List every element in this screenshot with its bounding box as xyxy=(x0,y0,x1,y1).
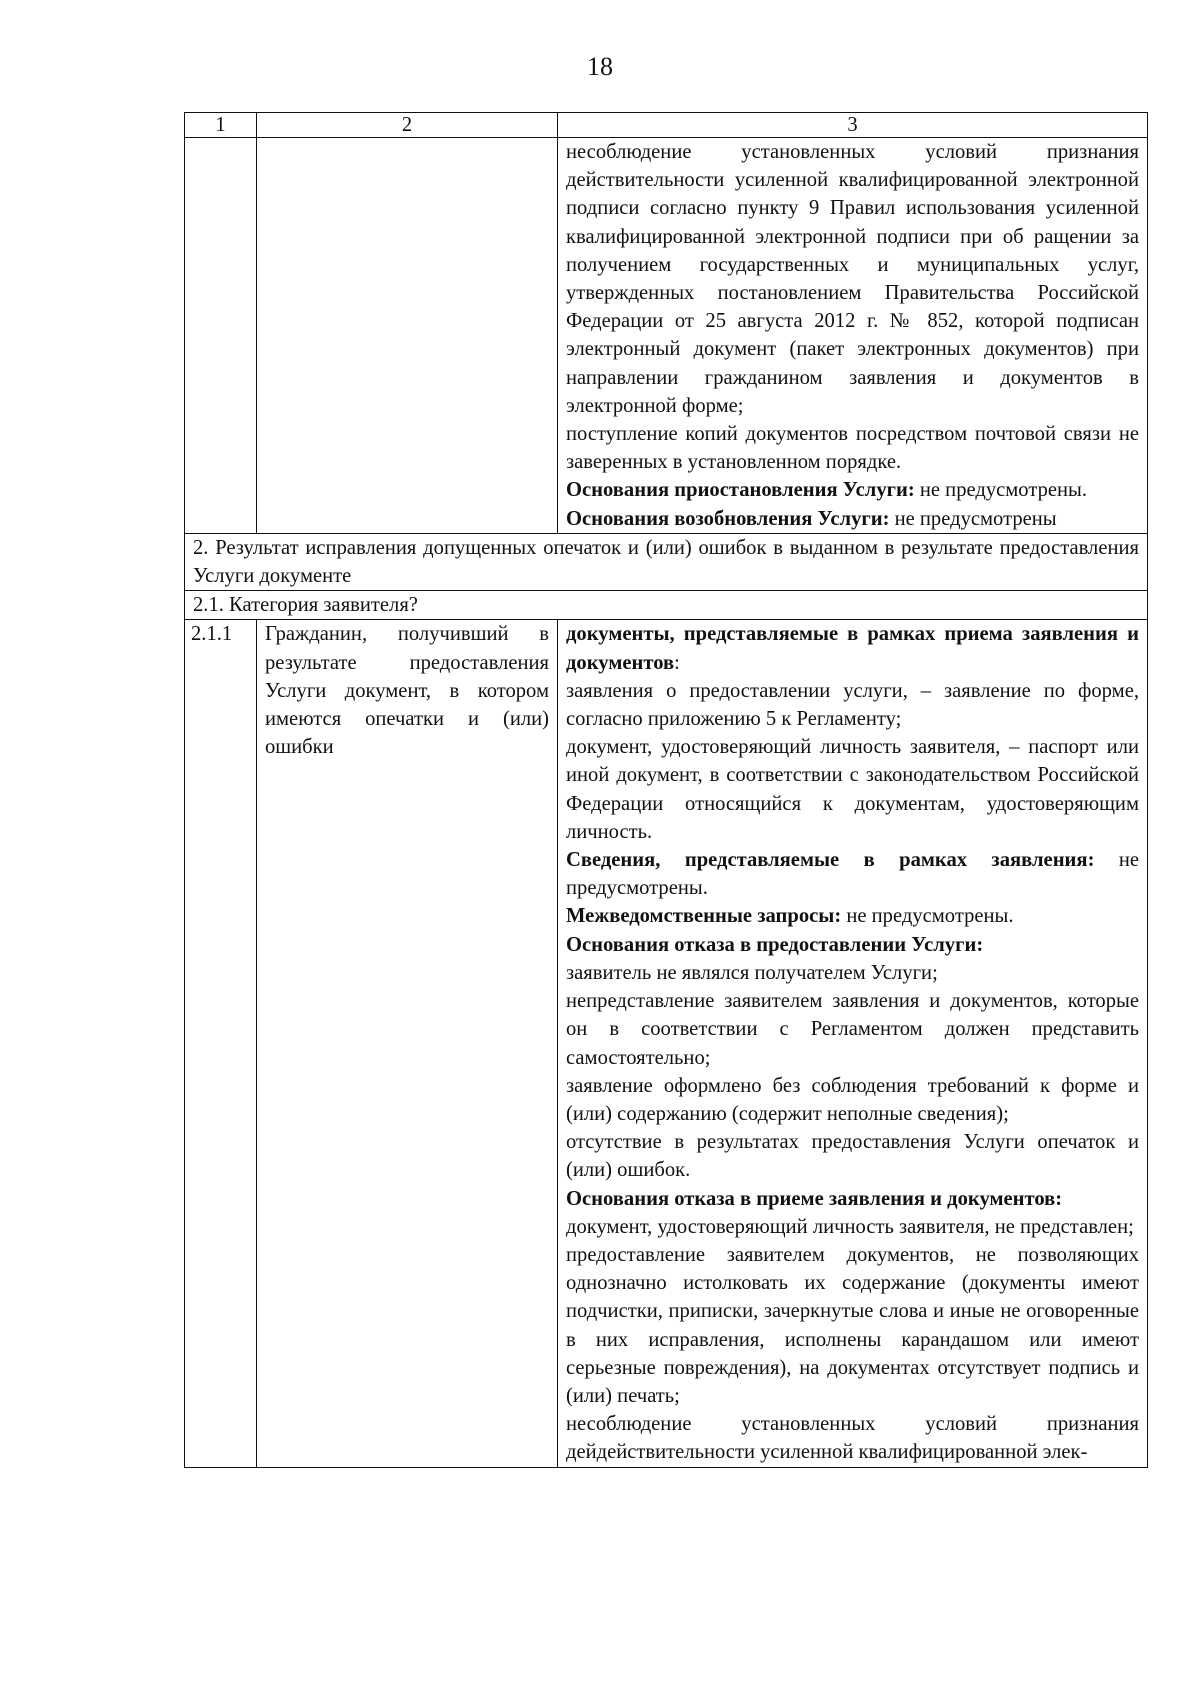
continuation-col-3 xyxy=(558,138,1148,534)
bold-heading: Основания отказа в предоставлении Услуги: xyxy=(566,933,984,956)
text-fragment: не предусмотрены xyxy=(889,507,1057,530)
applicant-category: Гражданин, получивший в результате предоставления Услуги документ, в котором имеются опечатки и (или) ошибки xyxy=(257,620,558,1467)
table-row-2-1-1 xyxy=(185,620,1148,1467)
text-fragment: не предусмотрены. xyxy=(914,479,1088,502)
bold-heading: Основания возобновления Услуги: xyxy=(566,507,890,530)
bold-heading: Основания отказа в приеме заявления и документов: xyxy=(566,1187,1063,1210)
bold-heading: документы, представляемые в рамках приема заявления и документов xyxy=(566,623,1139,674)
text-paragraph: отсутствие в результатах предоставления Услуги опечаток и (или) ошибок. xyxy=(566,1131,1139,1182)
section-2-1-title: 2.1. Категория заявителя? xyxy=(185,591,1148,620)
text-paragraph xyxy=(566,620,1139,676)
table-row-section-2-1 xyxy=(185,591,1148,620)
header-col-3: 3 xyxy=(558,113,1148,138)
text-paragraph: заявления о предоставлении услуги, – заявление по форме, согласно приложению 5 к Регламенту; xyxy=(566,679,1139,731)
text-paragraph: заявитель не являлся получателем Услуги; xyxy=(566,961,938,984)
text-paragraph: несоблюдение установленных условий признания дейдействительности усиленной квалифицированной элек- xyxy=(566,1413,1139,1464)
text-paragraph: несоблюдение установленных условий признания действительности усиленной квалифицированной электронной подписи согласно пункту 9 Правил использования усиленной квалифицированной электронной подписи при об ращении за получением государственных и муниципальных услуг, утвержденных постановлением Правительства Российской Федерации от 25 августа 2012 г. № 852, которой подписан электронный документ (пакет электронных документов) при направлении гражданином заявления и документов в электронной форме; xyxy=(566,141,1139,417)
page-number: 18 xyxy=(587,52,613,81)
bold-heading: Сведения, представляемые в рамках заявления: xyxy=(566,849,1095,872)
section-2-title: 2. Результат исправления допущенных опечаток и (или) ошибок в выданном в результате предоставления Услуги документе xyxy=(185,533,1148,590)
table-row-continuation xyxy=(185,138,1148,534)
service-table xyxy=(184,112,1148,1468)
header-col-2: 2 xyxy=(257,113,558,138)
continuation-col-1 xyxy=(185,138,257,534)
row-2-1-1-details xyxy=(558,620,1148,1467)
text-paragraph: документ, удостоверяющий личность заявителя, не представлен; xyxy=(566,1215,1134,1238)
table-row-section-2 xyxy=(185,533,1148,590)
text-fragment: не предусмотрены. xyxy=(566,849,1140,900)
text-paragraph: документ, удостоверяющий личность заявителя, – паспорт или иной документ, в соответствии с законодательством Российской Федерации относящийся к документам, удостоверяющим личность. xyxy=(566,736,1139,843)
text-paragraph: поступление копий документов посредством почтовой связи не заверенных в установленном порядке. xyxy=(566,423,1139,474)
text-paragraph: непредставление заявителем заявления и документов, которые он в соответствии с Регламентом должен представить самостоятельно; xyxy=(566,990,1139,1069)
text-paragraph xyxy=(566,505,1139,533)
text-fragment: не предусмотрены. xyxy=(841,905,1014,928)
bold-heading: Межведомственные запросы: xyxy=(566,905,842,928)
row-number: 2.1.1 xyxy=(185,620,257,1467)
text-paragraph: предоставление заявителем документов, не позволяющих однозначно истолковать их содержание (документы имеют подчистки, приписки, зачеркнутые слова и иные не оговоренные в них исправления, исполнены карандашом или имеют серьезные повреждения), на документах отсутствует подпись и (или) печать; xyxy=(566,1243,1139,1407)
text-paragraph xyxy=(566,846,1139,902)
text-paragraph: заявление оформлено без соблюдения требований к форме и (или) содержанию (содержит неполные сведения); xyxy=(566,1074,1139,1125)
table-header-row xyxy=(185,113,1148,138)
header-col-1: 1 xyxy=(185,113,257,138)
text-paragraph xyxy=(566,902,1139,930)
text-fragment: : xyxy=(674,651,680,674)
text-paragraph xyxy=(566,476,1139,504)
bold-heading: Основания приостановления Услуги: xyxy=(566,479,915,502)
continuation-col-2 xyxy=(257,138,558,534)
